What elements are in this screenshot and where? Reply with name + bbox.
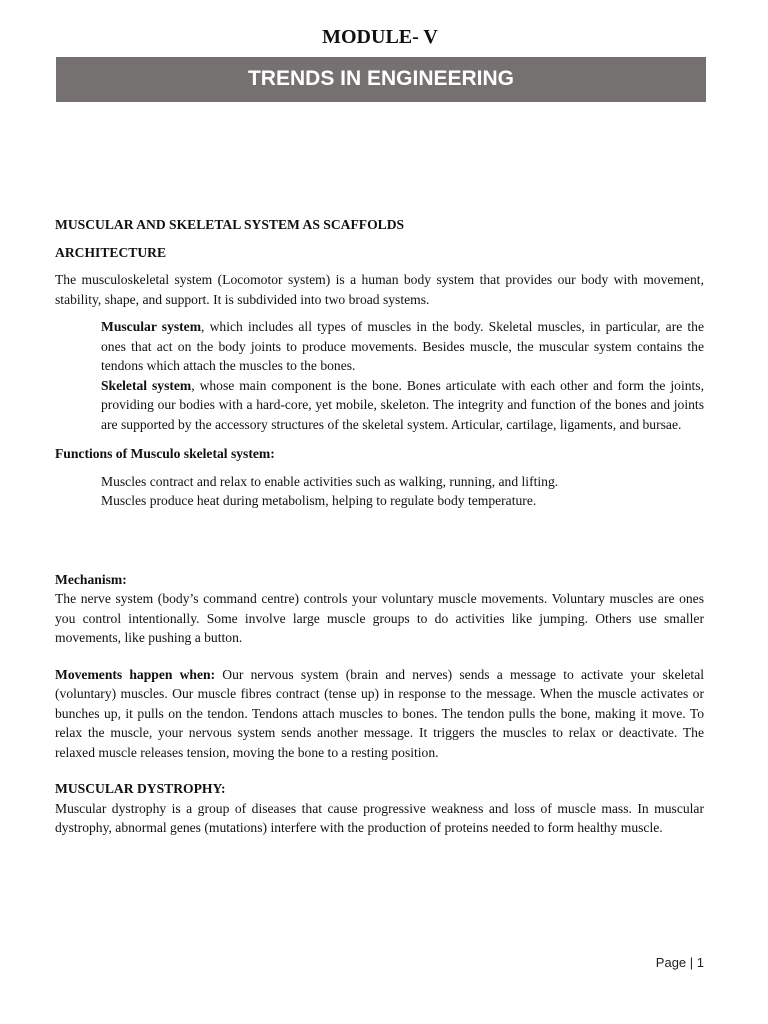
functions-heading: Functions of Musculo skeletal system: [55,446,275,461]
functions-list [55,472,704,511]
module-title: MODULE- V [322,26,438,48]
skeletal-system-label: Skeletal system [101,377,192,393]
dystrophy-heading: MUSCULAR DYSTROPHY: [55,781,226,796]
document-body [55,215,704,838]
list-item: Muscles produce heat during metabolism, helping to regulate body temperature. [101,493,537,508]
skeletal-system-text: , whose main component is the bone. Bones articulate with each other and form the joints, providing our bodies with a hard-core, yet mobile, skeleton. The integrity and function of the bones and joints are supported by the accessory structures of the skeletal system. Articular, cartilage, ligaments, and bursae. [101,377,704,432]
movements-paragraph [55,665,704,763]
muscular-system-paragraph [101,317,704,376]
skeletal-system-paragraph [101,376,704,435]
systems-block [55,317,704,434]
intro-paragraph: The musculoskeletal system (Locomotor system) is a human body system that provides our body with movement, stability, shape, and support. It is subdivided into two broad systems. [55,272,704,307]
scaffolds-heading: MUSCULAR AND SKELETAL SYSTEM AS SCAFFOLDS [55,217,405,232]
movements-label: Movements happen when: [55,666,216,682]
mechanism-heading: Mechanism: [55,571,127,587]
section-banner: TRENDS IN ENGINEERING [56,57,706,102]
muscular-system-text: , which includes all types of muscles in the body. Skeletal muscles, in particular, are the ones that act on the body joints to produce movements. Besides muscle, the muscular system contains the tendons which attach the muscles to the bones. [101,319,705,373]
mechanism-paragraph: The nerve system (body’s command centre) controls your voluntary muscle movements. Voluntary muscles are ones you control intentionally. Some involve large muscle groups to do activities like jumping. Others use smaller movements, like pushing a button. [55,591,704,645]
muscular-system-label: Muscular system [101,319,202,334]
dystrophy-paragraph: Muscular dystrophy is a group of diseases that cause progressive weakness and loss of muscle mass. In muscular dystrophy, abnormal genes (mutations) interfere with the production of proteins needed to form healthy muscle. [55,800,704,835]
movements-text: Our nervous system (brain and nerves) sends a message to activate your skeletal (voluntary) muscles. Our muscle fibres contract (tense up) in response to the message. When the muscle activates or bunches up, it pulls on the tendon. Tendons attach muscles to bones. The tendon pulls the bone, making it move. To relax the muscle, your nervous system sends another message. It triggers the muscles to relax or deactivate. The relaxed muscle releases tension, moving the bone to a resting position. [55,666,704,760]
page-number: Page | 1 [655,955,704,970]
list-item: Muscles contract and relax to enable activities such as walking, running, and lifting. [101,473,559,489]
architecture-heading: ARCHITECTURE [55,244,167,260]
